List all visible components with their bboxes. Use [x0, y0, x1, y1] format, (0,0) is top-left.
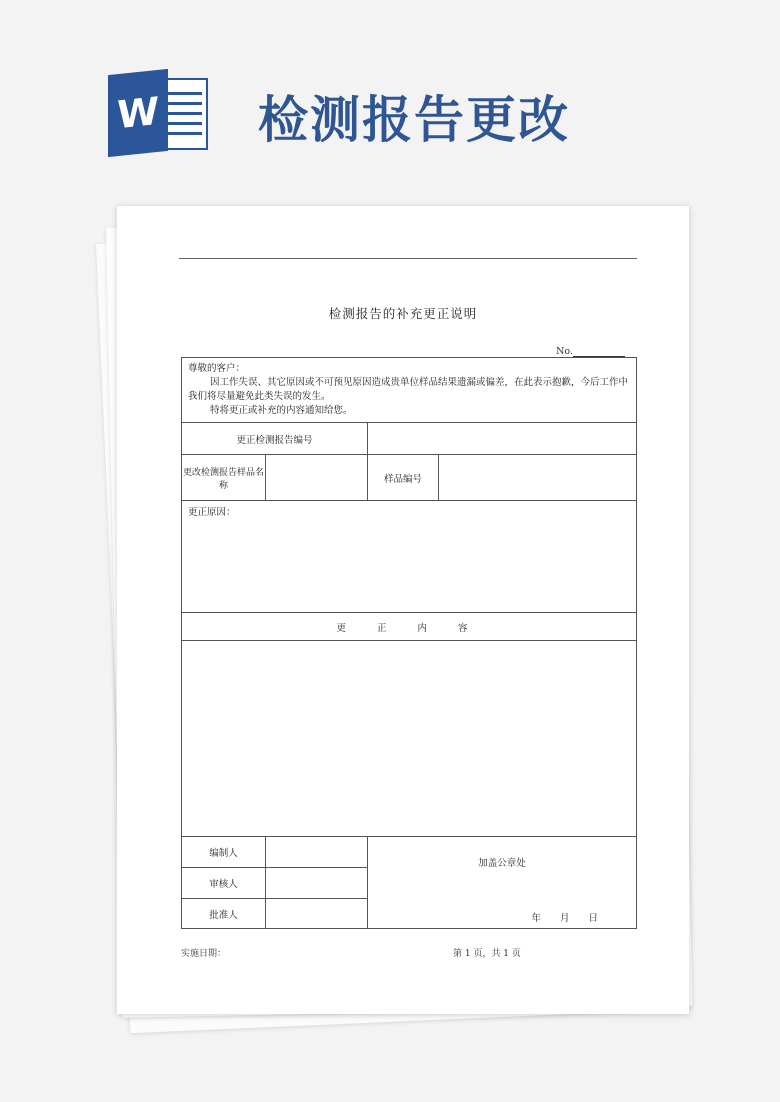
reviewer-label: 审核人 [182, 868, 266, 899]
greeting-row [182, 358, 637, 423]
report-number-value[interactable] [368, 423, 637, 455]
seal-label: 加盖公章处 [478, 858, 526, 869]
reason-cell[interactable] [182, 501, 637, 613]
content-cell[interactable] [182, 641, 637, 837]
approver-label: 批准人 [182, 899, 266, 929]
greeting-text: 尊敬的客户： [188, 363, 246, 374]
sample-row [182, 455, 637, 501]
document-page [117, 206, 689, 1014]
text-line [166, 92, 202, 95]
compiler-value[interactable] [266, 837, 368, 868]
header [0, 0, 780, 190]
correction-form-table [181, 357, 637, 929]
sample-number-label: 样品编号 [368, 455, 439, 501]
content-row [182, 641, 637, 837]
number-label: No. [556, 346, 573, 357]
content-header-row [182, 613, 637, 641]
sample-name-value[interactable] [266, 455, 368, 501]
greeting-cell [182, 358, 637, 423]
approver-value[interactable] [266, 899, 368, 929]
word-letter-badge: W [108, 69, 168, 157]
footer-page-number: 第 1 页，共 1 页 [453, 949, 521, 959]
text-line [166, 132, 202, 135]
page-title: 检测报告更改 [258, 91, 570, 149]
reviewer-value[interactable] [266, 868, 368, 899]
footer-date-label: 实施日期： [181, 949, 227, 959]
sample-number-value[interactable] [439, 455, 637, 501]
reason-label: 更正原因： [188, 507, 236, 518]
header-rule [179, 258, 637, 259]
number-field [556, 346, 625, 357]
report-number-label: 更正检测报告编号 [182, 423, 368, 455]
apology-paragraph: 因工作失误、其它原因或不可预见原因造成贵单位样品结果遗漏或偏差，在此表示抱歉，今后工作中我们将尽量避免此类失误的发生。 [188, 377, 629, 402]
content-header: 更 正 内 容 [182, 613, 637, 641]
seal-cell [368, 837, 637, 929]
compiler-label: 编制人 [182, 837, 266, 868]
date-label: 年 月 日 [531, 913, 599, 924]
notice-paragraph: 特将更正或补充的内容通知给您。 [210, 405, 353, 416]
text-line [166, 102, 202, 105]
text-line [166, 122, 202, 125]
document-title: 检测报告的补充更正说明 [328, 306, 478, 321]
word-document-icon [108, 72, 210, 154]
number-blank [573, 346, 625, 357]
text-line [166, 112, 202, 115]
reason-row [182, 501, 637, 613]
report-number-row [182, 423, 637, 455]
sample-name-label: 更改检测报告样品名称 [182, 455, 266, 501]
compiler-row [182, 837, 637, 868]
